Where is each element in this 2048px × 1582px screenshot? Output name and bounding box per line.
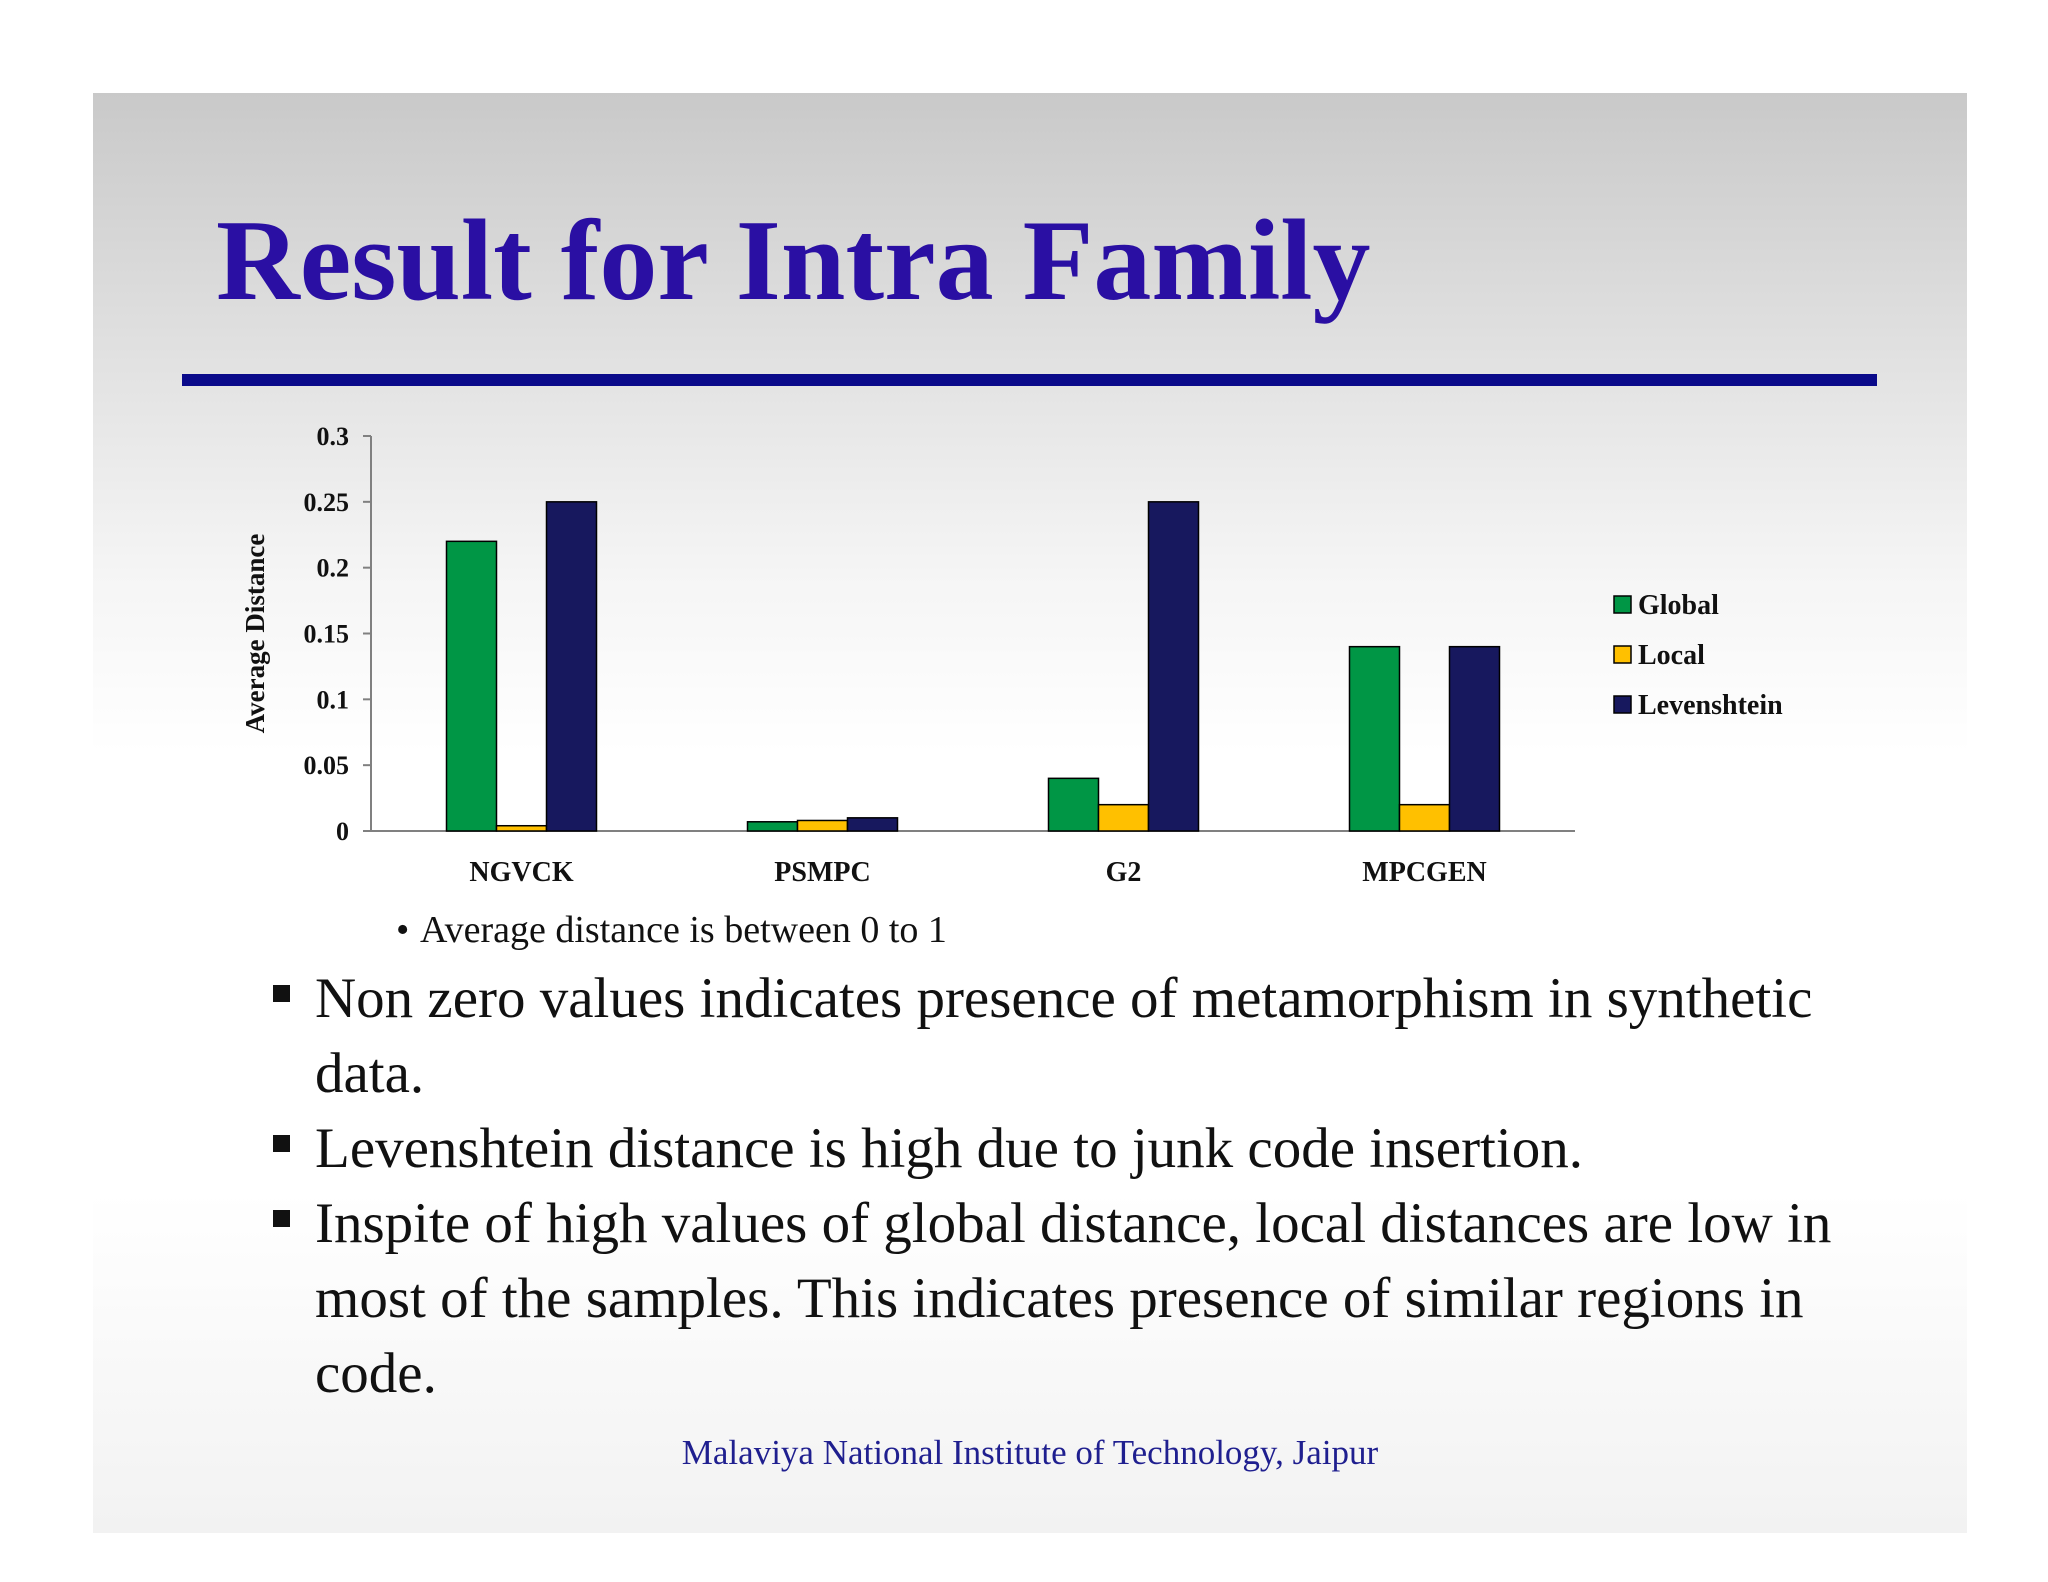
footer: Malaviya National Institute of Technology, Jaipur <box>681 1433 1379 1472</box>
x-category-label: G2 <box>1105 857 1142 888</box>
legend-label-levenshtein: Levenshtein <box>1638 690 1783 721</box>
y-tick-label: 0.1 <box>316 685 349 715</box>
y-tick-label: 0.25 <box>303 487 349 517</box>
bar-local <box>1400 805 1450 831</box>
x-category-label: MPCGEN <box>1362 857 1487 888</box>
y-axis-title: Average Distance <box>240 533 270 734</box>
legend-label-local: Local <box>1638 640 1705 671</box>
bar-levenshtein <box>1149 502 1199 831</box>
bullet-text: Non zero values indicates presence of metamorphism in synthetic data. <box>315 967 1813 1105</box>
bullet-item <box>273 961 1893 1111</box>
bar-levenshtein <box>547 502 597 831</box>
x-category-label: NGVCK <box>469 857 574 888</box>
y-tick-label: 0.05 <box>303 751 349 781</box>
bullet-square-icon <box>273 985 290 1002</box>
x-category-label: PSMPC <box>774 857 871 888</box>
bar-levenshtein <box>1450 647 1500 831</box>
bar-global <box>748 822 798 831</box>
bullet-dot-icon: • <box>396 909 410 951</box>
y-tick-label: 0 <box>336 817 349 846</box>
legend-swatch-global <box>1614 596 1631 613</box>
bar-local <box>497 826 547 831</box>
y-tick-label: 0.2 <box>316 553 349 583</box>
y-tick-label: 0.15 <box>303 619 349 649</box>
bullet-text: Levenshtein distance is high due to junk code insertion. <box>315 1117 1583 1180</box>
slide-title: Result for Intra Family <box>216 197 1371 325</box>
slide <box>93 93 1967 1533</box>
bullet-list <box>273 961 1893 1411</box>
bullet-square-icon <box>273 1210 290 1227</box>
bar-global <box>447 541 497 831</box>
sub-bullet <box>396 908 947 954</box>
y-tick-label: 0.3 <box>316 422 349 451</box>
bar-global <box>1350 647 1400 831</box>
legend-swatch-levenshtein <box>1614 696 1631 713</box>
legend-swatch-local <box>1614 646 1631 663</box>
legend-label-global: Global <box>1638 590 1719 621</box>
bar-local <box>798 820 848 831</box>
bar-global <box>1049 778 1099 831</box>
bullet-text: Inspite of high values of global distance, local distances are low in most of the samples. This indicates presence of similar regions in code. <box>315 1192 1832 1405</box>
sub-bullet-text: Average distance is between 0 to 1 <box>420 909 947 951</box>
bar-levenshtein <box>848 818 898 831</box>
bullet-item <box>273 1186 1893 1411</box>
bar-local <box>1099 805 1149 831</box>
bullet-item <box>273 1111 1893 1186</box>
bullet-square-icon <box>273 1135 290 1152</box>
bar-chart <box>93 93 1967 893</box>
